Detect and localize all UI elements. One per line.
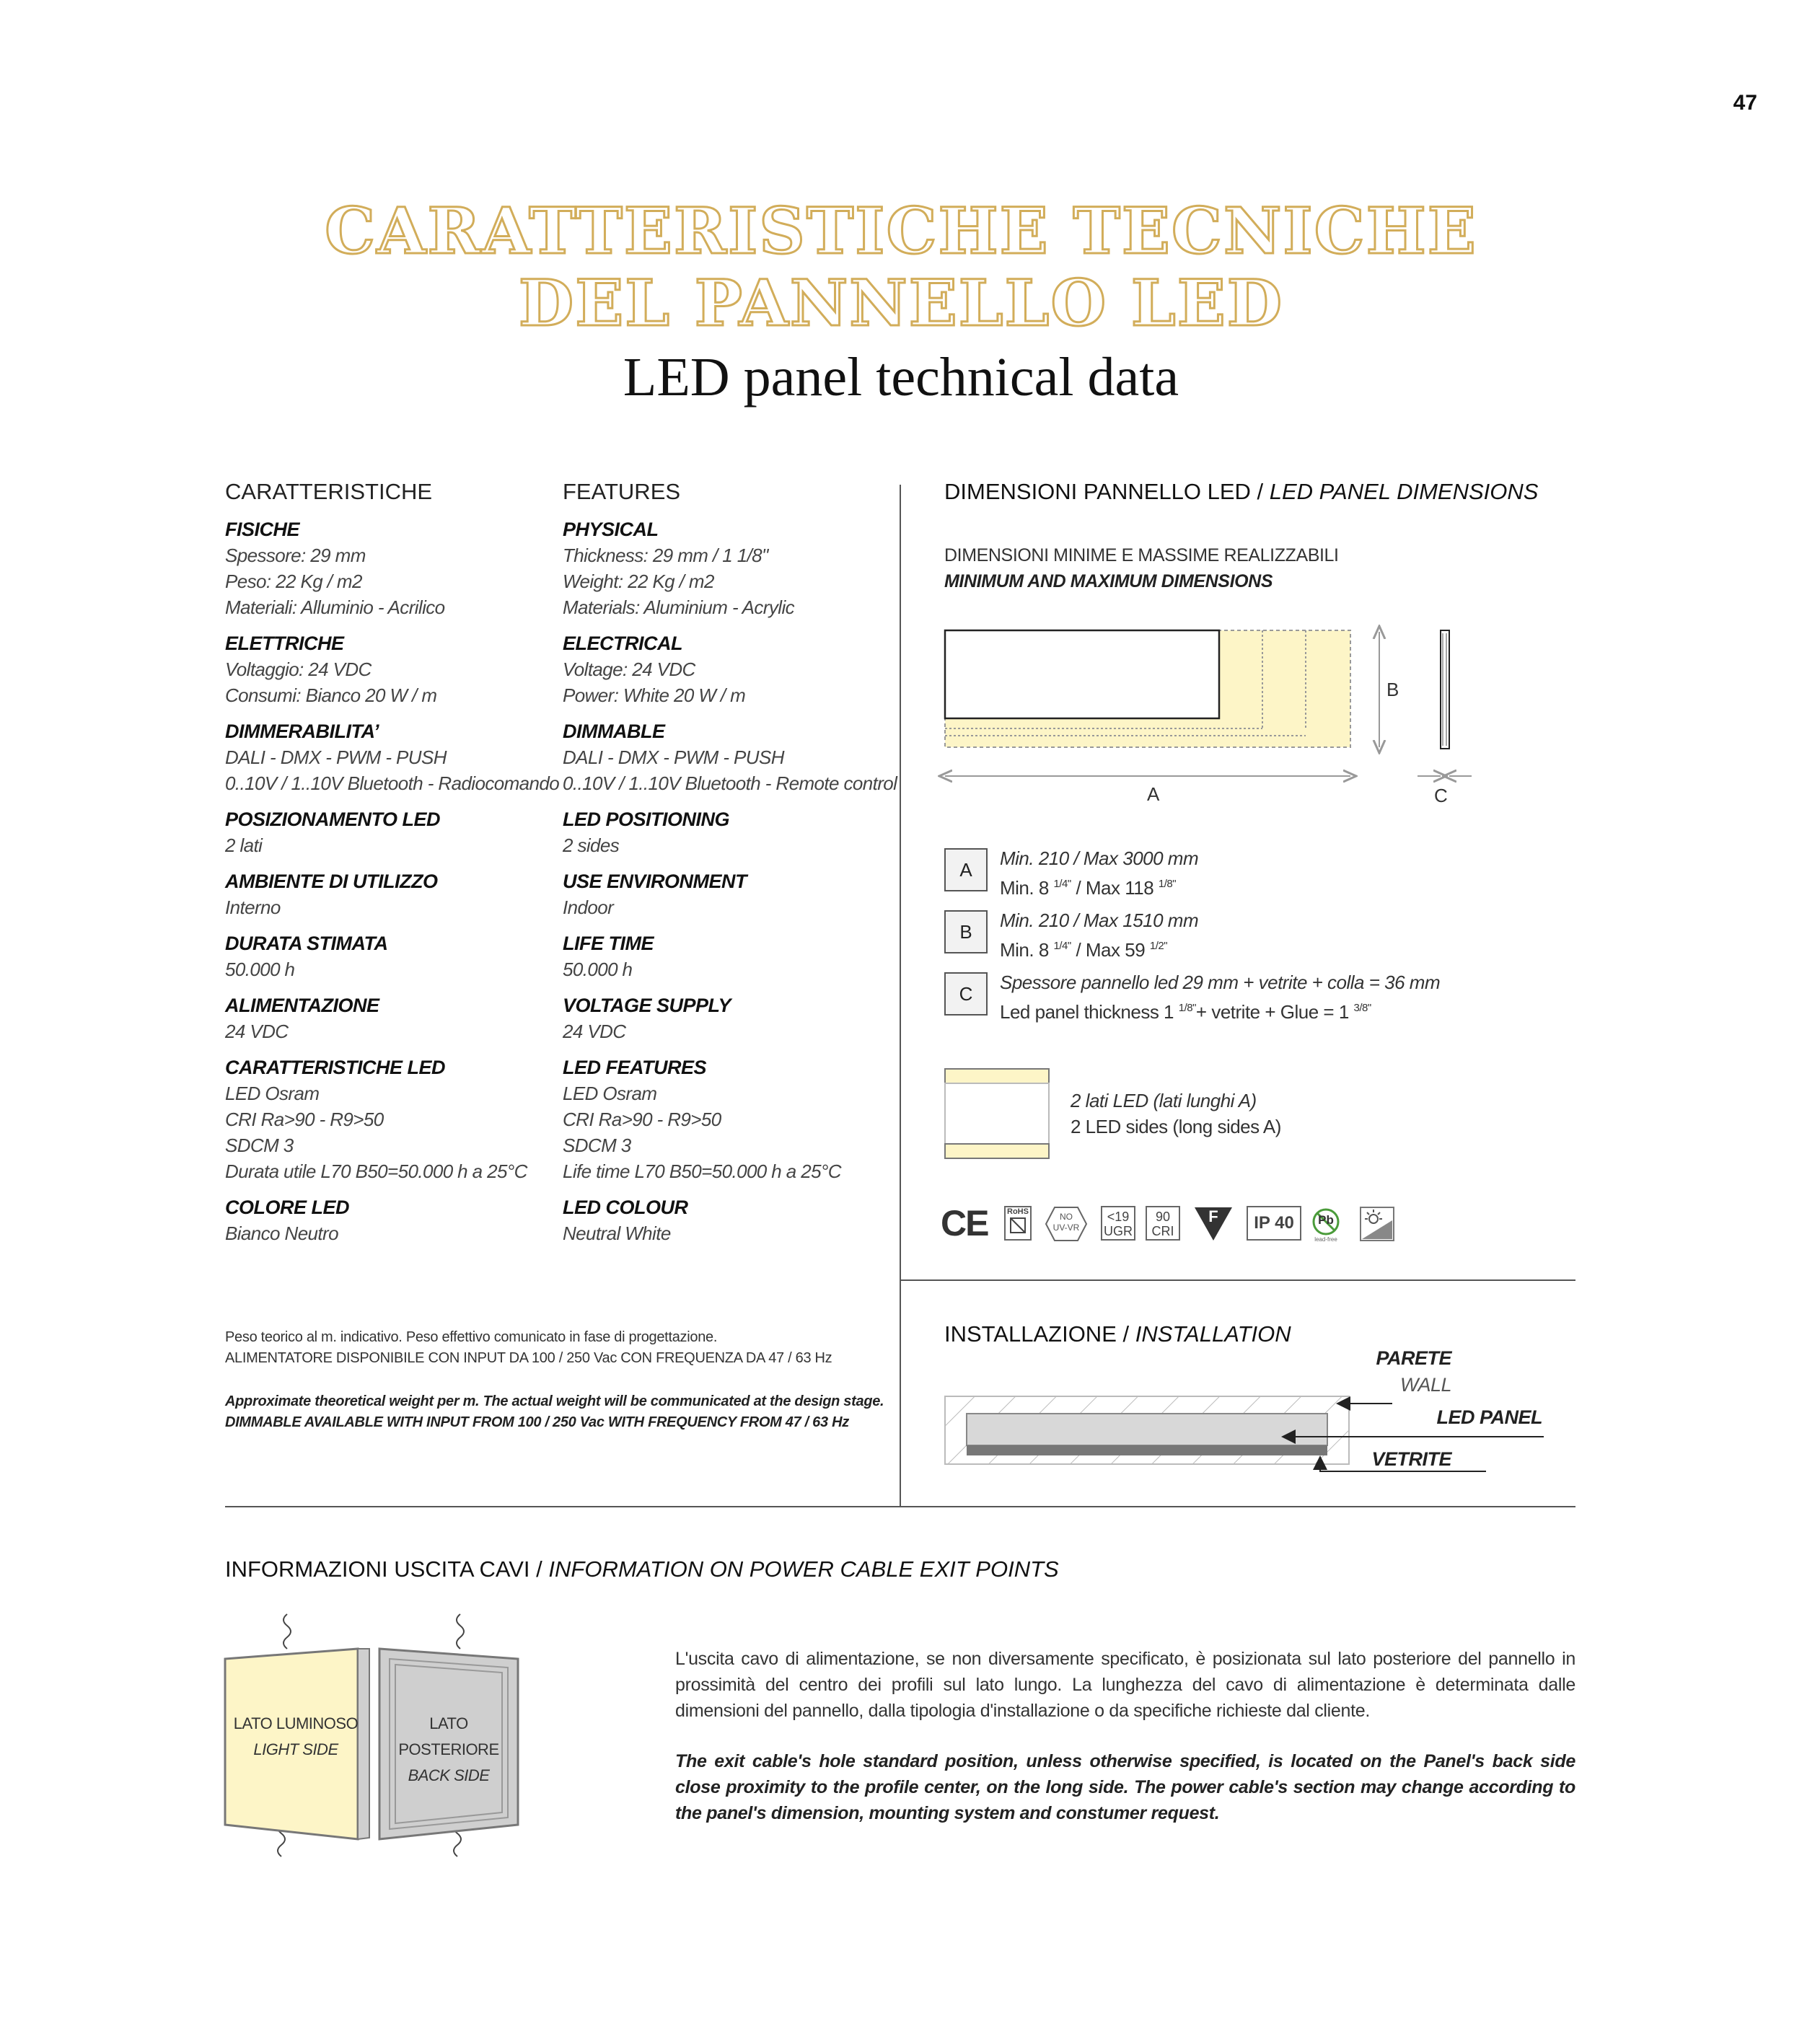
note-it-power: ALIMENTATORE DISPONIBILE CON INPUT DA 100 / 250 Vac CON FREQUENZA DA 47 / 63 Hz: [225, 1350, 832, 1366]
note-it-weight: Peso teorico al m. indicativo. Peso effettivo comunicato in fase di progettazione.: [225, 1329, 718, 1345]
led-panel-section: [967, 1414, 1327, 1445]
spec-line: 50.000 h: [563, 959, 633, 980]
spec-block: [225, 868, 550, 920]
spec-title: DIMMABLE: [563, 721, 665, 742]
dimmable-light-icon: [1359, 1206, 1395, 1242]
spec-line: SDCM 3: [225, 1135, 294, 1156]
spec-line: 0..10V / 1..10V Bluetooth - Remote control: [563, 772, 897, 794]
led-sides-it: 2 lati LED (lati lunghi A): [1071, 1090, 1257, 1111]
installation-heading: INSTALLAZIONE / INSTALLATION: [944, 1321, 1291, 1347]
dimensions-heading: DIMENSIONI PANNELLO LED / LED PANEL DIMENSIONS: [944, 479, 1539, 504]
label-wall: WALL: [1399, 1374, 1451, 1396]
spec-line: 50.000 h: [225, 959, 295, 980]
panel-dimensions-diagram: [938, 620, 1486, 815]
spec-line: Peso: 22 Kg / m2: [225, 571, 362, 592]
cable-top-light: [284, 1614, 291, 1649]
spec-block: [563, 992, 887, 1044]
section-divider-right: [901, 1279, 1575, 1281]
spec-line: Interno: [225, 897, 281, 918]
lead-free-pb: Pb: [1318, 1213, 1334, 1227]
dimension-b-label: B: [1386, 679, 1399, 700]
spec-line: Voltage: 24 VDC: [563, 658, 695, 680]
ce-mark-icon: CE: [941, 1203, 988, 1243]
features-it-heading: CARATTERISTICHE: [225, 479, 433, 504]
page-title-line-2: DEL PANNELLO LED: [518, 265, 1284, 340]
label-vetrite: VETRITE: [1371, 1448, 1451, 1470]
vetrite-section: [967, 1445, 1327, 1455]
led-sides-en: 2 LED sides (long sides A): [1071, 1116, 1281, 1137]
ip40-icon: IP 40: [1247, 1206, 1301, 1241]
cable-top-back: [457, 1614, 464, 1649]
certification-row: [941, 1203, 1402, 1243]
spec-block: [225, 1194, 550, 1246]
spec-line: Durata utile L70 B50=50.000 h a 25°C: [225, 1160, 527, 1182]
section-divider-bottom: [225, 1506, 1575, 1507]
legend-a-text: Min. 210 / Max 3000 mm Min. 8 $^{1/4"}$ / Max 118 $^{1/8"}$: [1000, 847, 1199, 899]
spec-line: Bianco Neutro: [225, 1223, 338, 1244]
cables-paragraph-it: L'uscita cavo di alimentazione, se non diversamente specificato, è posizionata sul lato posteriore del pannello in prossimità del centro dei profili sul lato lungo. La lunghezza del cavo di alimentazione è determinata dalle dimensioni del pannello, dalla tipologia d'installazione o da specifiche richieste dal cliente.: [675, 1649, 1575, 1721]
features-en-list: [563, 516, 897, 1246]
spec-line: LED Osram: [563, 1083, 657, 1104]
spec-block: [225, 806, 550, 858]
spec-line: CRI Ra>90 - R9>50: [225, 1109, 384, 1130]
spec-line: 2 lati: [225, 834, 263, 856]
spec-block: [225, 930, 550, 982]
spec-block: [225, 992, 550, 1044]
legend-c-text: Spessore pannello led 29 mm + vetrite + colla = 36 mm Led panel thickness 1 $^{1/8"}$+ vetrite + Glue = 1 $^{3/8"}$: [1000, 972, 1441, 1023]
cables-heading: INFORMAZIONI USCITA CAVI / INFORMATION ON POWER CABLE EXIT POINTS: [225, 1556, 1059, 1582]
legend-a-box: A: [944, 848, 988, 891]
led-sides-icon: [944, 1067, 1052, 1161]
spec-title: DIMMERABILITA’: [225, 721, 379, 742]
spec-title: LED COLOUR: [563, 1197, 688, 1218]
spec-title: DURATA STIMATA: [225, 933, 388, 954]
spec-title: CARATTERISTICHE LED: [225, 1057, 445, 1078]
cables-paragraph-en: The exit cable's hole standard position, unless otherwise specified, is located on the Panel's back side close proximity to the profile center, on the long side. The power cable's section may change according to the panel's dimension, mounting system and constumer request.: [675, 1751, 1575, 1823]
spec-title: VOLTAGE SUPPLY: [563, 995, 731, 1016]
spec-line: Power: White 20 W / m: [563, 684, 746, 706]
rohs-icon: RoHS: [1004, 1206, 1032, 1241]
page-number: 47: [1733, 91, 1757, 115]
spec-line: 0..10V / 1..10V Bluetooth - Radiocomando: [225, 772, 560, 794]
cri-icon: 90 CRI: [1146, 1206, 1180, 1241]
min-size-panel: [945, 630, 1219, 718]
legend-b-text: Min. 210 / Max 1510 mm Min. 8 $^{1/4"}$ / Max 59 $^{1/2"}$: [1000, 909, 1199, 961]
dimension-a-label: A: [1147, 783, 1159, 805]
installation-diagram: [938, 1392, 1551, 1486]
column-divider: [900, 485, 901, 1507]
spec-block: [225, 516, 550, 620]
spec-block: [563, 516, 887, 620]
spec-line: Materiali: Alluminio - Acrilico: [225, 596, 445, 618]
spec-line: Thickness: 29 mm / 1 1/8": [563, 545, 768, 566]
label-led-panel: LED PANEL: [1436, 1406, 1542, 1428]
spec-block: [225, 1054, 550, 1184]
spec-title: PHYSICAL: [563, 519, 659, 540]
spec-line: DALI - DMX - PWM - PUSH: [563, 746, 784, 768]
side-profile: [1441, 630, 1449, 749]
spec-block: [563, 868, 887, 920]
spec-title: LED POSITIONING: [563, 809, 730, 830]
spec-title: COLORE LED: [225, 1197, 350, 1218]
dimension-c-label: C: [1434, 785, 1448, 806]
spec-title: USE ENVIRONMENT: [563, 871, 747, 892]
page-title-line-1: CARATTERISTICHE TECNICHE: [325, 193, 1477, 268]
spec-line: 24 VDC: [225, 1021, 289, 1042]
spec-block: [225, 630, 550, 708]
spec-line: Spessore: 29 mm: [225, 545, 366, 566]
note-en-power: DIMMABLE AVAILABLE WITH INPUT FROM 100 / 250 Vac WITH FREQUENCY FROM 47 / 63 Hz: [225, 1414, 849, 1430]
spec-line: CRI Ra>90 - R9>50: [563, 1109, 721, 1130]
spec-line: Voltaggio: 24 VDC: [225, 658, 372, 680]
page-subtitle: LED panel technical data: [623, 347, 1179, 408]
spec-title: ELECTRICAL: [563, 633, 682, 654]
spec-title: ELETTRICHE: [225, 633, 344, 654]
spec-line: Indoor: [563, 897, 614, 918]
spec-block: [563, 718, 897, 796]
spec-line: SDCM 3: [563, 1135, 631, 1156]
ugr-icon: <19 UGR: [1101, 1206, 1135, 1241]
features-en-heading: FEATURES: [563, 479, 681, 504]
spec-block: [563, 1194, 887, 1246]
spec-title: LIFE TIME: [563, 933, 654, 954]
spec-line: Materials: Aluminium - Acrylic: [563, 596, 795, 618]
spec-line: DALI - DMX - PWM - PUSH: [225, 746, 447, 768]
spec-block: [563, 630, 887, 708]
light-side-label: LATO LUMINOSO LIGHT SIDE: [233, 1714, 359, 1758]
spec-title: LED FEATURES: [563, 1057, 707, 1078]
spec-line: Weight: 22 Kg / m2: [563, 571, 714, 592]
legend-b-box: B: [944, 910, 988, 953]
spec-block: [563, 1054, 887, 1184]
note-en-weight: Approximate theoretical weight per m. The actual weight will be communicated at the design stage.: [225, 1393, 884, 1409]
spec-title: ALIMENTAZIONE: [225, 995, 379, 1016]
spec-title: AMBIENTE DI UTILIZZO: [225, 871, 438, 892]
spec-line: 2 sides: [563, 834, 620, 856]
spec-title: POSIZIONAMENTO LED: [225, 809, 441, 830]
dimensions-subheading-it: DIMENSIONI MINIME E MASSIME REALIZZABILI: [944, 545, 1339, 565]
lead-free-label: lead-free: [1314, 1236, 1337, 1243]
spec-title: FISICHE: [225, 519, 300, 540]
f-mark-label: F: [1208, 1207, 1218, 1225]
spec-block: [563, 930, 887, 982]
back-side-label: LATO POSTERIORE BACK SIDE: [398, 1714, 499, 1784]
spec-block: [225, 718, 560, 796]
spec-line: LED Osram: [225, 1083, 320, 1104]
spec-line: 24 VDC: [563, 1021, 626, 1042]
label-parete: PARETE: [1376, 1347, 1451, 1369]
dimensions-subheading-en: MINIMUM AND MAXIMUM DIMENSIONS: [944, 571, 1273, 591]
features-it-list: [225, 516, 560, 1246]
spec-block: [563, 806, 887, 858]
legend-c-box: C: [944, 972, 988, 1016]
no-uv-label: NO UV-VR: [1052, 1212, 1080, 1233]
spec-line: Neutral White: [563, 1223, 671, 1244]
spec-line: Life time L70 B50=50.000 h a 25°C: [563, 1160, 841, 1182]
spec-line: Consumi: Bianco 20 W / m: [225, 684, 437, 706]
